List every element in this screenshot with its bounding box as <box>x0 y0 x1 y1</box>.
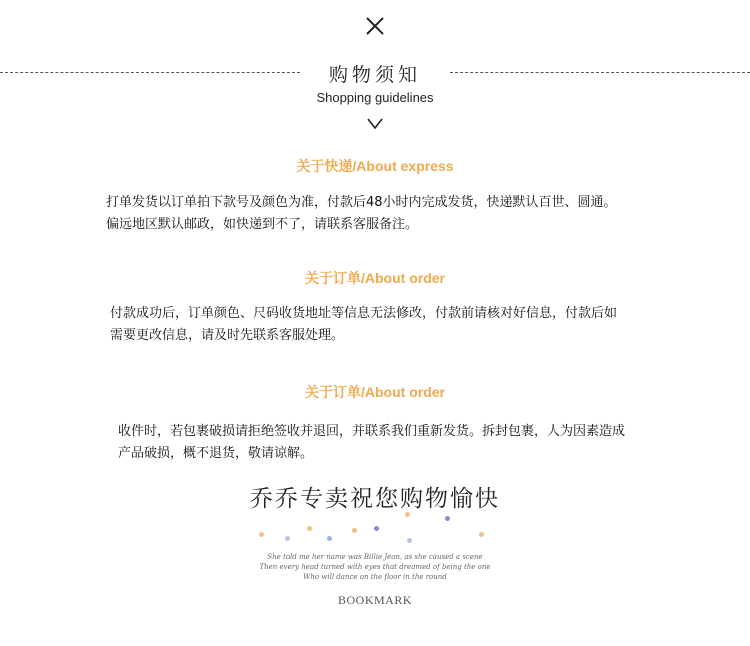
decor-dot <box>285 536 290 541</box>
decor-dot <box>445 516 450 521</box>
decor-dot <box>374 526 379 531</box>
script-line: Who will dance on the floor in the round <box>303 573 447 581</box>
section-title-order: 关于订单/About order <box>305 270 445 286</box>
section-title-receipt: 关于订单/About order <box>305 384 445 400</box>
bookmark-label: BOOKMARK <box>337 593 412 607</box>
text-line: 产品破损，概不退货，敬请谅解。 <box>118 446 314 461</box>
closing-message: 乔乔专卖祝您购物愉快 <box>250 486 500 512</box>
divider-left <box>0 72 300 73</box>
section-title-express: 关于快递/About express <box>296 158 454 174</box>
page-title: 购物须知 <box>328 64 421 86</box>
decor-dot <box>352 528 357 533</box>
decor-dot <box>479 532 484 537</box>
text-line: 打单发货以订单拍下款号及颜色为准，付款后48小时内完成发货，快递默认百世、圆通。 <box>106 195 617 210</box>
text-line: 收件时，若包裹破损请拒绝签收并退回，并联系我们重新发货。拆封包裹，人为因素造成 <box>118 424 626 439</box>
section-text-receipt <box>118 421 625 465</box>
decor-dot <box>327 536 332 541</box>
page-subtitle: Shopping guidelines <box>316 90 434 105</box>
decor-dot <box>259 532 264 537</box>
section-text-express <box>106 192 617 236</box>
text-line: 需要更改信息，请及时先联系客服处理。 <box>110 328 345 343</box>
section-text-order <box>110 303 617 347</box>
script-line: Then every head turned with eyes that dreamed of being the one <box>259 563 491 571</box>
divider-right <box>450 72 750 73</box>
decor-dot <box>407 538 412 543</box>
decor-dot <box>405 512 410 517</box>
close-icon[interactable] <box>363 14 387 38</box>
decor-dot <box>307 526 312 531</box>
text-line: 偏远地区默认邮政，如快递到不了，请联系客服备注。 <box>106 217 419 232</box>
chevron-down-icon <box>366 117 384 131</box>
script-line: She told me her name was Billie Jean, as she caused a scene <box>267 553 483 561</box>
text-line: 付款成功后，订单颜色、尺码收货地址等信息无法修改，付款前请核对好信息，付款后如 <box>110 306 618 321</box>
bookmark-decoration <box>255 508 495 608</box>
